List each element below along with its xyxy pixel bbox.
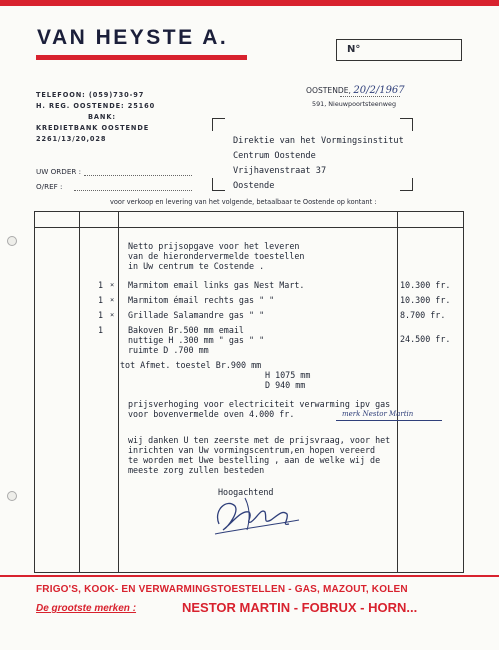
price-note-line: prijsverhoging voor electriciteit verwarming ipv gas (128, 399, 391, 409)
oven-detail-line: nuttige H .300 mm " gas " " (128, 335, 265, 345)
recipient-line-4: Oostende (233, 181, 275, 191)
company-name: VAN HEYSTE A. (37, 26, 229, 49)
item-price: 10.300 fr. (400, 295, 451, 305)
dimension-line: D 940 mm (265, 380, 306, 390)
punch-hole-bottom (7, 491, 17, 501)
footer-brands-label: De grootste merken : (36, 603, 137, 614)
item-qty: 1 (98, 295, 104, 305)
item-check-mark: × (110, 281, 115, 289)
item-price: 24.500 fr. (400, 334, 451, 344)
invoice-number-box[interactable] (336, 39, 462, 61)
company-name-underline (36, 55, 247, 60)
bank-name: KREDIETBANK OOSTENDE (36, 124, 150, 132)
item-price: 8.700 fr. (400, 310, 446, 320)
column-rule-qty (79, 211, 80, 573)
bank-account: 2261/13/20,028 (36, 135, 107, 143)
item-description: Bakoven Br.500 mm email (128, 325, 244, 335)
intro-line-2: van de hierondervermelde toestellen (128, 251, 305, 261)
payment-terms: voor verkoop en levering van het volgende, betaalbaar te Oostende op kontant : (110, 198, 377, 206)
item-check-mark: × (110, 296, 115, 304)
place-date (306, 85, 405, 96)
date-dotted-line (340, 96, 400, 97)
closing-line: meeste zorg zullen besteden (128, 465, 265, 475)
city-label: OOSTENDE, (306, 86, 351, 95)
recipient-line-2: Centrum Oostende (233, 151, 316, 161)
punch-hole-top (7, 236, 17, 246)
closing-line: wij danken U ten zeerste met de prijsvraag, voor het (128, 435, 391, 445)
oref-dotted-line (74, 190, 192, 191)
item-qty: 1 (98, 325, 104, 335)
item-description: Marmitom email links gas Nest Mart. (128, 280, 305, 290)
dimension-line: H 1075 mm (265, 370, 311, 380)
intro-line-1: Netto prijsopgave voor het leveren (128, 241, 300, 251)
item-check-mark: × (110, 311, 115, 319)
closing-line: te worden met Uwe bestelling , aan de welke wij de (128, 455, 381, 465)
footer-rule (0, 575, 499, 577)
uw-order-label: UW ORDER : (36, 167, 82, 176)
handwritten-annotation: merk Nestor Martin (342, 410, 414, 418)
address-corner-tl (212, 118, 225, 131)
oref-label: O/REF : (36, 182, 63, 191)
recipient-line-1: Direktie van het Vormingsinstitut (233, 136, 404, 146)
item-description: Marmitom émail rechts gas " " (128, 295, 275, 305)
annotation-underline (336, 420, 442, 421)
recipient-line-3: Vrijhavenstraat 37 (233, 166, 327, 176)
number-label: N° (347, 44, 361, 55)
handwritten-date: 20/2/1967 (353, 85, 405, 96)
item-qty: 1 (98, 310, 104, 320)
greeting: Hoogachtend (218, 487, 274, 497)
bank-label: BANK: (88, 113, 116, 121)
address-corner-tr (400, 118, 413, 131)
footer-products: FRIGO'S, KOOK- EN VERWARMINGSTOESTELLEN - GAS, MAZOUT, KOLEN (36, 584, 408, 595)
top-red-bar (0, 0, 499, 6)
intro-line-3: in Uw centrum te Costende . (128, 261, 265, 271)
oven-detail-line: ruimte D .700 mm (128, 345, 209, 355)
item-qty: 1 (98, 280, 104, 290)
price-note-line: voor bovenvermelde oven 4.000 fr. (128, 409, 295, 419)
dimension-line: tot Afmet. toestel Br.900 mm (120, 360, 262, 370)
address-corner-bl (212, 178, 225, 191)
street-address: 591, Nieuwpoortsteenweg (312, 100, 396, 108)
column-rule-desc (118, 211, 119, 573)
uw-order-dotted-line (84, 175, 192, 176)
closing-line: inrichten van Uw vormingscentrum,en hopen vereerd (128, 445, 376, 455)
handwritten-signature (205, 490, 305, 540)
table-header-rule (34, 227, 464, 228)
footer-brands: NESTOR MARTIN - FOBRUX - HORN... (182, 600, 418, 615)
column-rule-price (397, 211, 398, 573)
register-line: H. REG. OOSTENDE: 25160 (36, 102, 156, 110)
address-corner-br (400, 178, 413, 191)
item-price: 10.300 fr. (400, 280, 451, 290)
phone-line: TELEFOON: (059)730-97 (36, 91, 145, 99)
item-description: Grillade Salamandre gas " " (128, 310, 265, 320)
